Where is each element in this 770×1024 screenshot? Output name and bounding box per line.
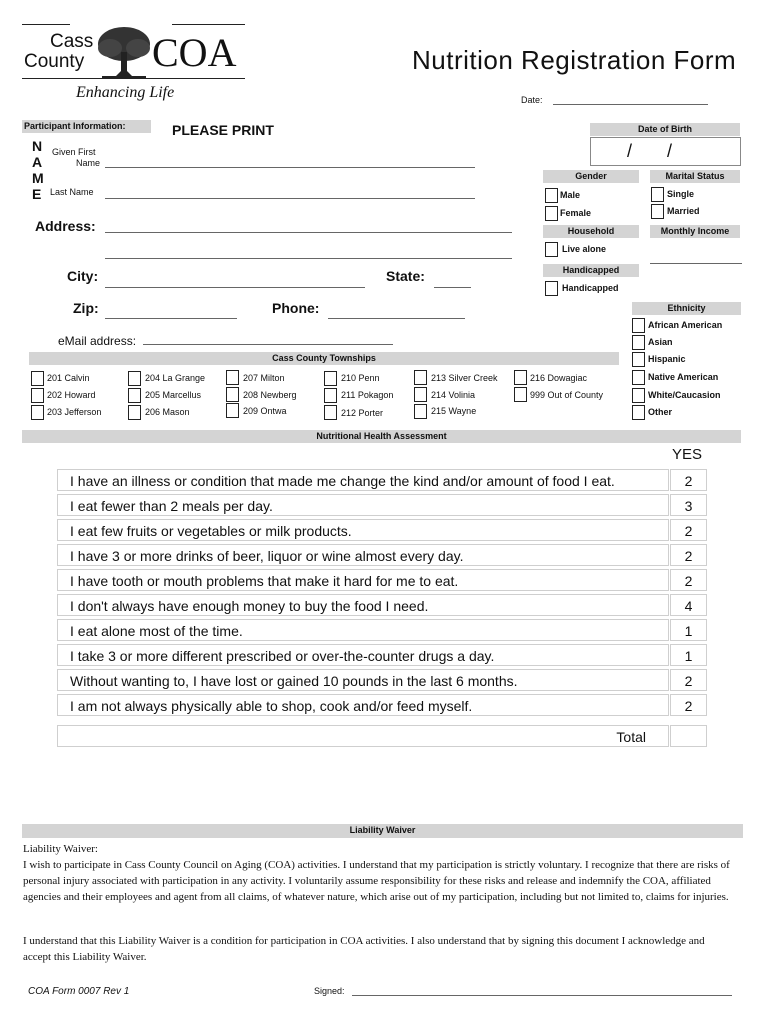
income-field[interactable]: [650, 263, 742, 264]
assessment-header: Nutritional Health Assessment: [22, 430, 741, 443]
assessment-points-10[interactable]: 2: [670, 694, 707, 716]
ethnicity-hispanic-checkbox[interactable]: [632, 352, 645, 367]
participant-label: Participant Information:: [24, 121, 126, 131]
township-208-label: 208 Newberg: [243, 390, 297, 400]
name-letter-n: N: [32, 138, 43, 154]
township-216-label: 216 Dowagiac: [530, 373, 588, 383]
assessment-question-8: I take 3 or more different prescribed or over-the-counter drugs a day.: [57, 644, 669, 666]
township-208-checkbox[interactable]: [226, 387, 239, 402]
live-alone-label: Live alone: [562, 244, 607, 254]
township-213-checkbox[interactable]: [414, 370, 427, 385]
handicapped-label: Handicapped: [562, 283, 619, 293]
assessment-question-10: I am not always physically able to shop, cook and/or feed myself.: [57, 694, 669, 716]
handicapped-header: Handicapped: [543, 264, 639, 277]
state-label: State:: [386, 268, 425, 284]
signature-field[interactable]: [352, 995, 732, 996]
assessment-question-1: I have an illness or condition that made me change the kind and/or amount of food I eat.: [57, 469, 669, 491]
logo-cass: Cass: [50, 31, 94, 52]
email-field[interactable]: [143, 344, 393, 345]
township-212-label: 212 Porter: [341, 408, 384, 418]
gender-male-label: Male: [560, 190, 581, 200]
address-label: Address:: [35, 218, 96, 234]
township-207-checkbox[interactable]: [226, 370, 239, 385]
waiver-title: Liability Waiver:: [23, 843, 98, 855]
live-alone-checkbox[interactable]: [545, 242, 558, 257]
name-letter-e: E: [32, 186, 42, 202]
date-field[interactable]: [553, 104, 708, 105]
name-letter-a: A: [32, 154, 43, 170]
township-204-checkbox[interactable]: [128, 371, 141, 386]
township-205-checkbox[interactable]: [128, 388, 141, 403]
signed-label: Signed:: [314, 986, 345, 996]
assessment-total-row: [57, 725, 669, 747]
waiver-header: Liability Waiver: [22, 824, 743, 838]
waiver-paragraph-1: I wish to participate in Cass County Council on Aging (COA) activities. I understand that my participation is strictly voluntary. I recognize that there are risks of personal injury associated with participation in any activity. I voluntarily assume responsibility for these risks and release and indemnify the COA, affiliated agencies and their employees and agent from all claims, of whatever nature, which arise out of my participation, including but not limited to, claims for injuries.: [23, 859, 730, 903]
assessment-points-2[interactable]: 3: [670, 494, 707, 516]
assessment-points-5[interactable]: 2: [670, 569, 707, 591]
township-202-label: 202 Howard: [47, 390, 96, 400]
form-id: COA Form 0007 Rev 1: [28, 986, 130, 997]
logo-county: County: [24, 51, 85, 72]
gender-female-checkbox[interactable]: [545, 206, 558, 221]
ethnicity-african-american-checkbox[interactable]: [632, 318, 645, 333]
township-214-checkbox[interactable]: [414, 387, 427, 402]
zip-label: Zip:: [73, 300, 99, 316]
marital-married-checkbox[interactable]: [651, 204, 664, 219]
phone-label: Phone:: [272, 300, 320, 316]
assessment-total-field[interactable]: [670, 725, 707, 747]
state-field[interactable]: [434, 287, 471, 288]
given-first-label: Given First: [52, 147, 96, 157]
ethnicity-hispanic-label: Hispanic: [648, 354, 686, 364]
township-211-checkbox[interactable]: [324, 388, 337, 403]
marital-married-label: Married: [667, 206, 700, 216]
township-213-label: 213 Silver Creek: [431, 373, 498, 383]
income-header: Monthly Income: [650, 225, 740, 238]
township-214-label: 214 Volinia: [431, 390, 476, 400]
address-field-1[interactable]: [105, 232, 512, 233]
township-203-label: 203 Jefferson: [47, 407, 102, 417]
township-202-checkbox[interactable]: [31, 388, 44, 403]
waiver-paragraph-2: I understand that this Liability Waiver is a condition for participation in COA activities. I also understand that by signing this document I acknowledge and accept this Liability Waiver.: [23, 935, 705, 963]
dob-sep-1: /: [627, 141, 633, 161]
dob-field[interactable]: [590, 137, 741, 166]
township-211-label: 211 Pokagon: [341, 390, 394, 400]
marital-single-checkbox[interactable]: [651, 187, 664, 202]
township-215-checkbox[interactable]: [414, 404, 427, 419]
township-999-label: 999 Out of County: [530, 390, 604, 400]
township-210-checkbox[interactable]: [324, 371, 337, 386]
township-207-label: 207 Milton: [243, 373, 285, 383]
handicapped-checkbox[interactable]: [545, 281, 558, 296]
first-name-field[interactable]: [105, 167, 475, 168]
ethnicity-native-american-checkbox[interactable]: [632, 370, 645, 385]
assessment-points-8[interactable]: 1: [670, 644, 707, 666]
assessment-points-3[interactable]: 2: [670, 519, 707, 541]
township-201-checkbox[interactable]: [31, 371, 44, 386]
township-212-checkbox[interactable]: [324, 405, 337, 420]
assessment-question-5: I have tooth or mouth problems that make it hard for me to eat.: [57, 569, 669, 591]
assessment-points-1[interactable]: 2: [670, 469, 707, 491]
phone-field[interactable]: [328, 318, 465, 319]
gender-female-label: Female: [560, 208, 592, 218]
logo-bottom-rule: [22, 78, 245, 79]
assessment-points-4[interactable]: 2: [670, 544, 707, 566]
logo-coa: COA: [152, 30, 237, 75]
city-label: City:: [67, 268, 99, 284]
township-215-label: 215 Wayne: [431, 406, 477, 416]
ethnicity-other-label: Other: [648, 407, 673, 417]
township-209-label: 209 Ontwa: [243, 406, 287, 416]
assessment-question-4: I have 3 or more drinks of beer, liquor or wine almost every day.: [57, 544, 669, 566]
marital-header: Marital Status: [650, 170, 740, 183]
township-216-checkbox[interactable]: [514, 370, 527, 385]
township-206-label: 206 Mason: [145, 407, 190, 417]
address-field-2[interactable]: [105, 258, 512, 259]
ethnicity-asian-checkbox[interactable]: [632, 335, 645, 350]
assessment-points-7[interactable]: 1: [670, 619, 707, 641]
assessment-points-6[interactable]: 4: [670, 594, 707, 616]
assessment-question-7: I eat alone most of the time.: [57, 619, 669, 641]
ethnicity-african-american-label: African American: [648, 320, 723, 330]
name-letter-m: M: [32, 170, 44, 186]
marital-single-label: Single: [667, 189, 695, 199]
assessment-question-9: Without wanting to, I have lost or gained 10 pounds in the last 6 months.: [57, 669, 669, 691]
dob-header: Date of Birth: [590, 123, 740, 136]
gender-male-checkbox[interactable]: [545, 188, 558, 203]
ethnicity-header: Ethnicity: [632, 302, 741, 315]
logo-top-rule: [22, 24, 70, 25]
logo: [22, 22, 247, 102]
township-205-label: 205 Marcellus: [145, 390, 202, 400]
dob-sep-2: /: [667, 141, 673, 161]
township-999-checkbox[interactable]: [514, 387, 527, 402]
logo-top-rule-right: [172, 24, 245, 25]
yes-column-label: YES: [672, 446, 703, 463]
assessment-question-6: I don't always have enough money to buy the food I need.: [57, 594, 669, 616]
page-title: Nutrition Registration Form: [412, 45, 737, 75]
email-label: eMail address:: [58, 334, 137, 348]
ethnicity-other-checkbox[interactable]: [632, 405, 645, 420]
first-name-label: Name: [76, 158, 101, 168]
logo-tagline: Enhancing Life: [76, 84, 175, 101]
city-field[interactable]: [105, 287, 365, 288]
please-print: PLEASE PRINT: [172, 122, 274, 138]
last-name-label: Last Name: [50, 187, 94, 197]
assessment-question-2: I eat fewer than 2 meals per day.: [57, 494, 669, 516]
ethnicity-white-checkbox[interactable]: [632, 388, 645, 403]
township-204-label: 204 La Grange: [145, 373, 206, 383]
township-203-checkbox[interactable]: [31, 405, 44, 420]
last-name-field[interactable]: [105, 198, 475, 199]
townships-header: Cass County Townships: [29, 352, 619, 365]
ethnicity-asian-label: Asian: [648, 337, 673, 347]
zip-field[interactable]: [105, 318, 237, 319]
assessment-total-label: Total: [616, 729, 646, 745]
township-206-checkbox[interactable]: [128, 405, 141, 420]
ethnicity-native-american-label: Native American: [648, 372, 719, 382]
township-209-checkbox[interactable]: [226, 403, 239, 418]
ethnicity-white-label: White/Caucasion: [648, 390, 721, 400]
tree-icon: [94, 24, 154, 80]
assessment-question-3: I eat few fruits or vegetables or milk products.: [57, 519, 669, 541]
gender-header: Gender: [543, 170, 639, 183]
township-201-label: 201 Calvin: [47, 373, 90, 383]
assessment-points-9[interactable]: 2: [670, 669, 707, 691]
date-label: Date:: [521, 95, 543, 105]
township-210-label: 210 Penn: [341, 373, 380, 383]
household-header: Household: [543, 225, 639, 238]
